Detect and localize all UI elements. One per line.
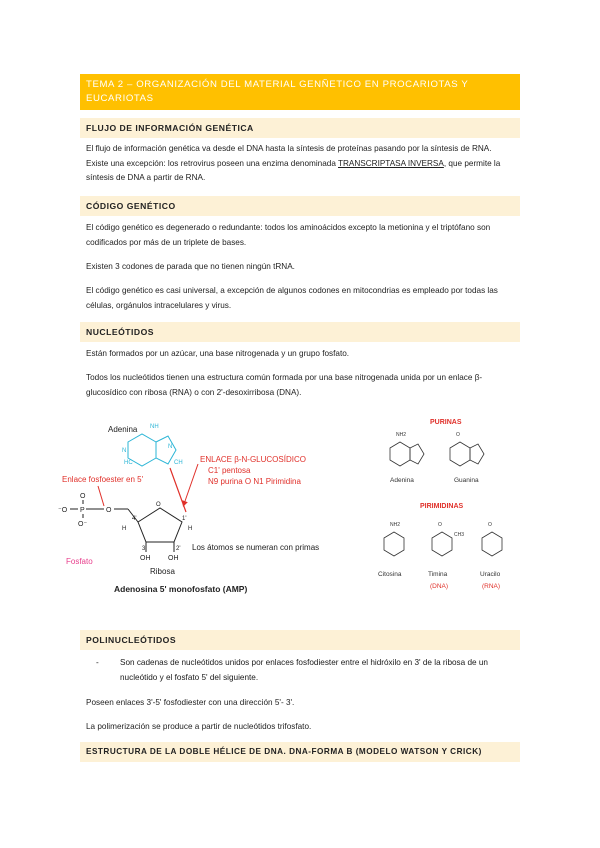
section-heading-estructura: ESTRUCTURA DE LA DOBLE HÉLICE DE DNA. DNA-FORMA B (MODELO WATSON Y CRICK): [80, 742, 520, 762]
bullet-polinucleotidos: - Son cadenas de nucleótidos unidos por enlaces fosfodiester entre el hidróxilo en 3' de la ribosa de un nucleótido y el fosfato 5' del siguiente.: [96, 658, 488, 682]
svg-text:O: O: [80, 493, 86, 500]
amp-structure-figure: [58, 412, 348, 622]
paragraph-nucleotidos-1: Están formados por un azúcar, una base nitrogenada y un grupo fosfato.: [86, 349, 350, 358]
oh-2: OH: [168, 555, 179, 562]
adenina-label: Adenina: [108, 425, 138, 434]
svg-text:CH3: CH3: [454, 532, 465, 538]
svg-text:O: O: [156, 502, 161, 508]
enlace-glucosidico-label: ENLACE β-N-GLUCOSÍDICO: [200, 455, 306, 464]
svg-text:O⁻: O⁻: [78, 521, 88, 528]
section-heading-nucleotidos: NUCLEÓTIDOS: [80, 322, 520, 342]
paragraph-codigo-1: El código genético es degenerado o redundante: todos los aminoácidos excepto la metionina y el triptófano son codificados por más de un triplete de bases.: [86, 223, 491, 247]
enlace-fosfoester-label: Enlace fosfoester en 5': [62, 475, 144, 484]
rna-label: (RNA): [482, 583, 501, 590]
pirimidinas-label: PIRIMIDINAS: [420, 503, 464, 510]
primas-label: Los átomos se numeran con primas: [192, 543, 320, 552]
svg-text:NH2: NH2: [396, 432, 407, 438]
svg-text:2': 2': [176, 546, 181, 552]
section-heading-polinucleotidos: POLINUCLEÓTIDOS: [80, 630, 520, 650]
svg-text:N: N: [168, 444, 173, 450]
paragraph-codigo-2: Existen 3 codones de parada que no tienen ningún tRNA.: [86, 262, 295, 271]
svg-text:O: O: [488, 522, 492, 528]
svg-text:O: O: [106, 507, 112, 514]
svg-text:4': 4': [132, 516, 137, 522]
guanina-base-label: Guanina: [454, 477, 479, 484]
svg-text:HC: HC: [124, 460, 133, 466]
svg-text:H: H: [188, 526, 193, 532]
svg-text:H: H: [122, 526, 127, 532]
svg-text:NH: NH: [150, 424, 159, 430]
timina-base-label: Timina: [428, 571, 448, 578]
uracilo-base-label: Uracilo: [480, 571, 501, 578]
oh-3: OH: [140, 555, 151, 562]
section-heading-codigo: CÓDIGO GENÉTICO: [80, 196, 520, 216]
svg-text:3': 3': [142, 546, 147, 552]
svg-text:P: P: [80, 507, 85, 514]
ribosa-label: Ribosa: [150, 567, 175, 576]
purinas-label: PURINAS: [430, 419, 462, 426]
svg-text:1': 1': [182, 516, 187, 522]
section-heading-flujo: FLUJO DE INFORMACIÓN GENÉTICA: [80, 118, 520, 138]
paragraph-flujo: El flujo de información genética va desde el DNA hasta la síntesis de proteínas pasando por la síntesis de RNA. Existe una excepción: los retrovirus poseen una enzima denominada TRANSCRIPTASA INVERSA, que permite la síntesis de DNA a partir de RNA.: [86, 144, 501, 182]
paragraph-polinucleotidos-2: La polimerización se produce a partir de nucleótidos trifosfato.: [86, 722, 312, 731]
c1-pentosa-label: C1' pentosa: [208, 466, 251, 475]
adenina-base-label: Adenina: [390, 477, 414, 484]
n9-label: N9 purina O N1 Pirimidina: [208, 477, 301, 486]
paragraph-polinucleotidos-1: Poseen enlaces 3'-5' fosfodiester con una dirección 5'- 3'.: [86, 698, 295, 707]
amp-caption: Adenosina 5' monofosfato (AMP): [114, 584, 248, 594]
fosfato-label: Fosfato: [66, 557, 93, 566]
paragraph-nucleotidos-2: Todos los nucleótidos tienen una estructura común formada por una base nitrogenada unida por un enlace β-glucosídico con ribosa (RNA) o con 2'-desoxirribosa (DNA).: [86, 373, 483, 397]
page-title: TEMA 2 – ORGANIZACIÓN DEL MATERIAL GENÑETICO EN PROCARIOTAS Y EUCARIOTAS: [80, 74, 520, 110]
paragraph-codigo-3: El código genético es casi universal, a excepción de algunos codones en mitocondrias es empleado por todas las células, orgánulos intracelulares y virus.: [86, 286, 498, 310]
dna-label: (DNA): [430, 583, 449, 590]
svg-text:⁻O: ⁻O: [58, 507, 68, 514]
svg-text:N: N: [122, 448, 127, 454]
transcriptasa-term: TRANSCRIPTASA INVERSA: [338, 158, 444, 168]
citosina-base-label: Citosina: [378, 571, 402, 578]
svg-text:O: O: [456, 432, 460, 438]
bases-figure: [372, 412, 532, 612]
svg-text:O: O: [438, 522, 442, 528]
svg-text:CH: CH: [174, 460, 183, 466]
svg-text:NH2: NH2: [390, 522, 401, 528]
